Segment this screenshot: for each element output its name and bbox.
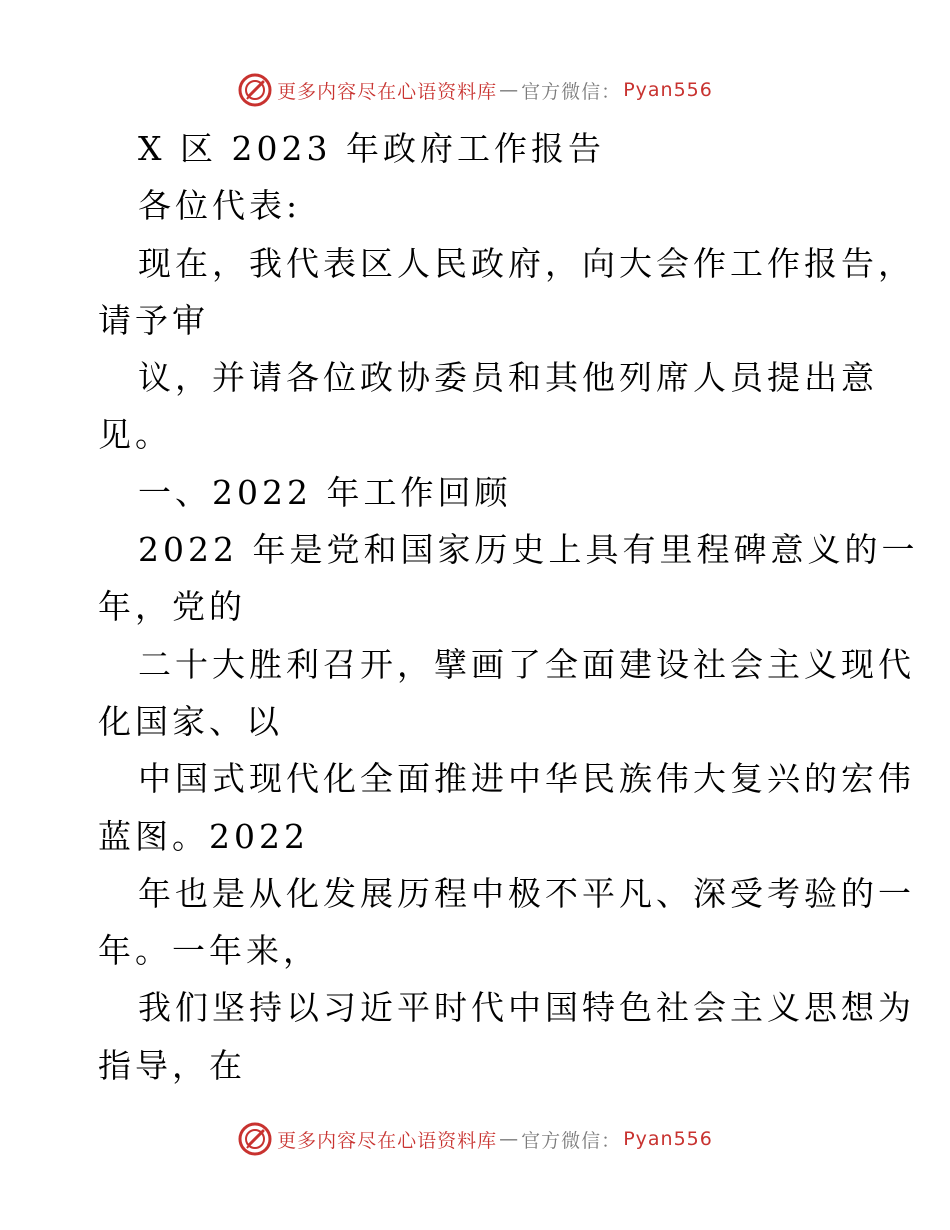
text-line: 指导，在: [98, 1045, 246, 1085]
text-line: 中国式现代化全面推进中华民族伟大复兴的宏伟: [138, 759, 915, 799]
text-line: 年，党的: [98, 587, 246, 627]
text-line: 化国家、以: [98, 701, 283, 741]
stamp-logo-icon: [237, 72, 273, 108]
banner-separator: —: [499, 79, 520, 101]
text-line: 年。一年来，: [98, 931, 320, 971]
text-line: 二十大胜利召开，擘画了全面建设社会主义现代: [138, 644, 915, 684]
footer-banner: [0, 1121, 950, 1157]
stamp-logo-icon: [237, 1121, 273, 1157]
banner-wechat-id: Pyan556: [623, 79, 713, 101]
text-line: 2022 年是党和国家历史上具有里程碑意义的一: [138, 530, 919, 570]
banner-wechat-id: Pyan556: [623, 1128, 713, 1150]
banner-wechat-label: 官方微信：: [521, 80, 622, 103]
banner-text: 更多内容尽在心语资料库: [277, 80, 498, 103]
banner-separator: —: [499, 1128, 520, 1150]
banner-text: 更多内容尽在心语资料库: [277, 1129, 498, 1152]
text-line: 一、2022 年工作回顾: [138, 472, 512, 512]
text-line: 现在，我代表区人民政府，向大会作工作报告，: [138, 243, 915, 283]
banner-wechat-label: 官方微信：: [521, 1129, 622, 1152]
text-line: 见。: [98, 415, 172, 455]
text-line: 请予审: [98, 300, 209, 340]
header-banner: [0, 72, 950, 108]
text-line: 年也是从化发展历程中极不平凡、深受考验的一: [138, 873, 915, 913]
text-line: 我们坚持以习近平时代中国特色社会主义思想为: [138, 988, 915, 1028]
document-body: [98, 120, 919, 1094]
text-line: 各位代表:: [138, 186, 302, 226]
text-line: 议，并请各位政协委员和其他列席人员提出意: [138, 358, 878, 398]
text-line: 蓝图。2022: [98, 816, 309, 856]
text-line: X 区 2023 年政府工作报告: [138, 129, 605, 168]
